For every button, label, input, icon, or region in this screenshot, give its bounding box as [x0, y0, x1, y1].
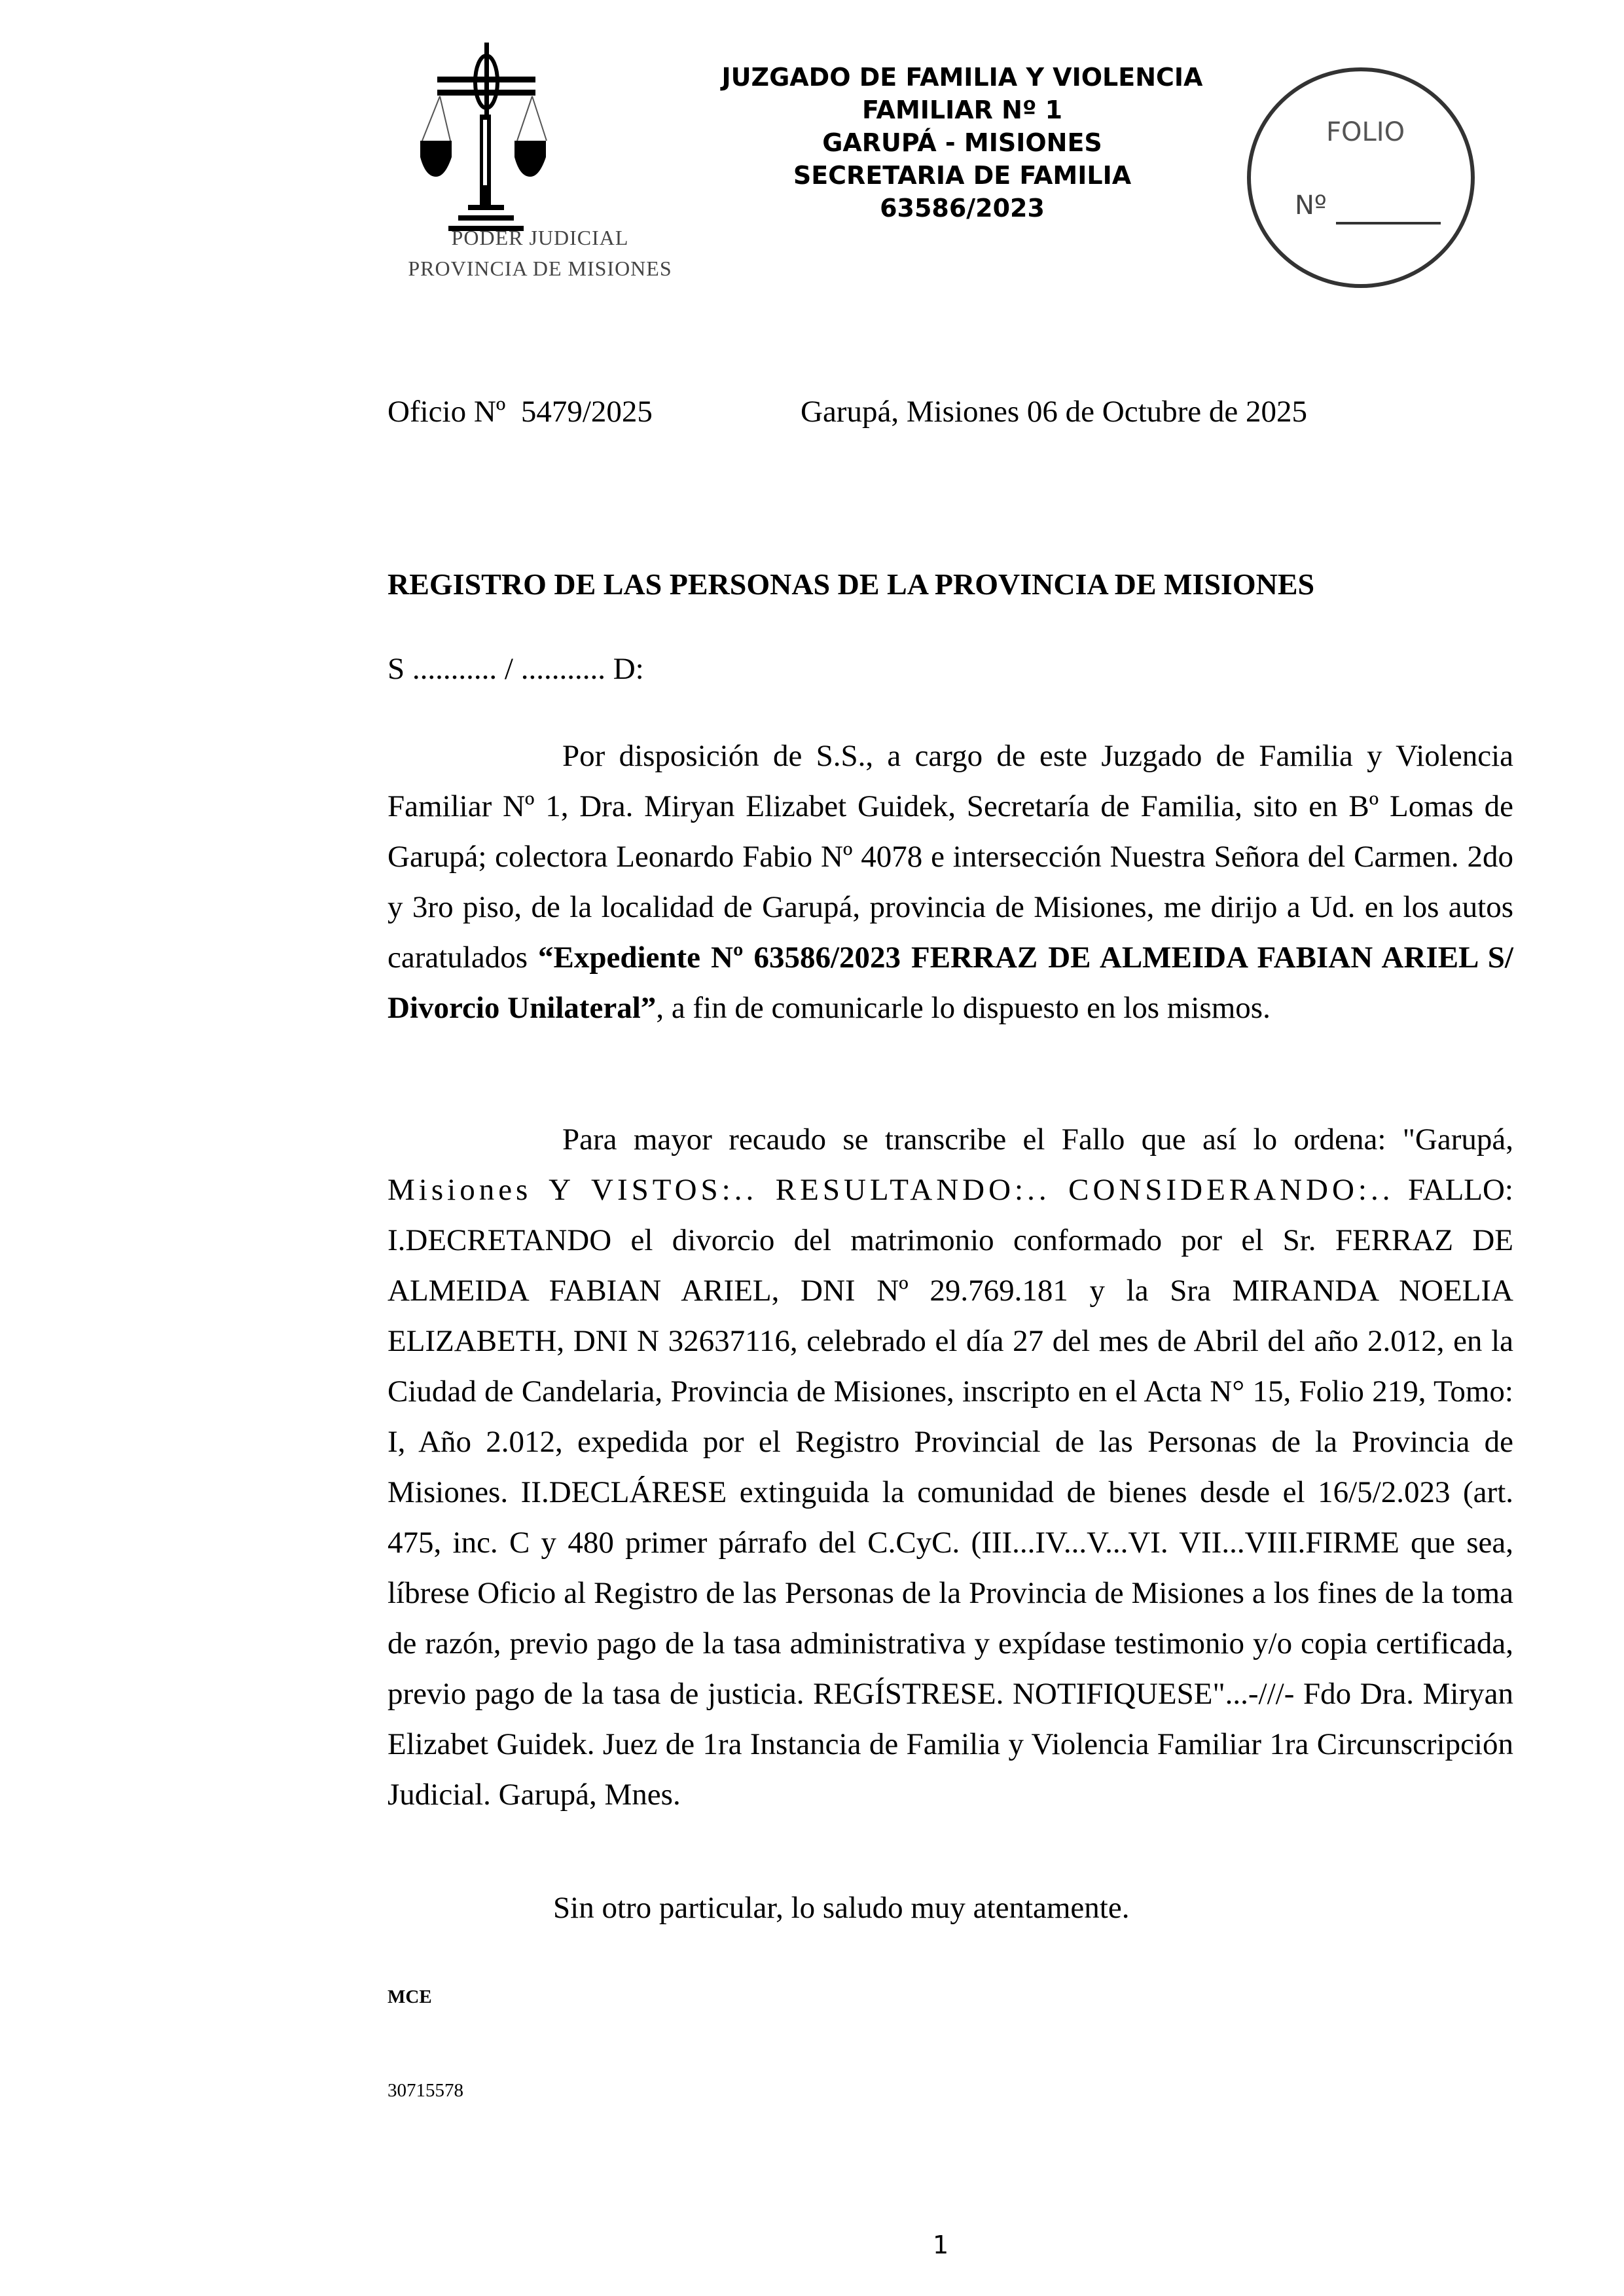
case-title: “Expediente Nº 63586/2023 FERRAZ DE ALMEIDA FABIAN ARIEL S/ Divorcio Unilateral” — [388, 941, 1513, 1025]
folio-stamp — [1247, 67, 1475, 288]
logo-text-provincia: PROVINCIA DE MISIONES — [408, 257, 672, 280]
salutation: S ........... / ........... D: — [388, 652, 644, 686]
court-line: GARUPÁ - MISIONES — [822, 128, 1102, 157]
recipient: REGISTRO DE LAS PERSONAS DE LA PROVINCIA DE MISIONES — [388, 567, 1315, 601]
court-line: JUZGADO DE FAMILIA Y VIOLENCIA — [721, 63, 1203, 92]
court-header — [694, 61, 1231, 224]
folio-label: FOLIO — [1326, 117, 1405, 147]
document-number: 30715578 — [388, 2080, 463, 2101]
paragraph-text: Por disposición de S.S., a cargo de este Juzgado de Familia y Violencia Familiar Nº 1, Dra. Miryan Elizabet Guidek, Secretaría de Familia, sito en Bº Lomas de Garupá; colectora Leonardo Fabio Nº 4078 e intersección Nuestra Señora del Carmen. 2do y 3ro piso, de la localidad de Garupá, provincia de Misiones, me dirijo a Ud. en los autos caratulados — [388, 739, 1513, 975]
folio-number-label: Nº — [1295, 190, 1327, 221]
paragraph-text: , a fin de comunicarle lo dispuesto en los mismos. — [656, 991, 1271, 1025]
closing: Sin otro particular, lo saludo muy atentamente. — [553, 1891, 1130, 1925]
paragraph-text: Para mayor recaudo se transcribe el Fallo que así lo ordena: "Garupá, — [562, 1122, 1513, 1157]
logo-text-poder-judicial: PODER JUDICIAL — [451, 226, 629, 249]
scales-of-justice-icon — [406, 43, 681, 291]
folio-number-blank — [1336, 222, 1441, 224]
paragraph-text: FALLO: I.DECRETANDO el divorcio del matrimonio conformado por el Sr. FERRAZ DE ALMEIDA FABIAN ARIEL, DNI Nº 29.769.181 y la Sra MIRANDA NOELIA ELIZABETH, DNI N 32637116, celebrado el día 27 del mes de Abril del año 2.012, en la Ciudad de Candelaria, Provincia de Misiones, inscripto en el Acta N° 15, Folio 219, Tomo: I, Año 2.012, expedida por el Registro Provincial de las Personas de la Provincia de Misiones. II.DECLÁRESE extinguida la comunidad de bienes desde el 16/5/2.023 (art. 475, inc. C y 480 primer párrafo del C.CyC. (III...IV...V...VI. VII...VIII.FIRME que sea, líbrese Oficio al Registro de las Personas de la Provincia de Misiones a los fines de la toma de razón, previo pago de la tasa administrativa y expídase testimonio y/o copia certificada, previo pago de la tasa de justicia. REGÍSTRESE. NOTIFIQUESE"...-///- Fdo Dra. Miryan Elizabet Guidek. Juez de 1ra Instancia de Familia y Violencia Familiar 1ra Circunscripción Judicial. Garupá, Mnes. — [388, 1173, 1513, 1812]
paragraph-text-spaced: Misiones Y VISTOS:.. RESULTANDO:.. CONSIDERANDO:.. — [388, 1173, 1394, 1207]
paragraph-disposition — [388, 731, 1513, 1033]
case-number: 63586/2023 — [880, 194, 1045, 223]
page-number: 1 — [933, 2231, 949, 2259]
oficio-number: Oficio Nº 5479/2025 — [388, 395, 653, 429]
court-line: FAMILIAR Nº 1 — [861, 96, 1063, 124]
initials: MCE — [388, 1986, 432, 2007]
place-date: Garupá, Misiones 06 de Octubre de 2025 — [801, 395, 1308, 429]
paragraph-fallo — [388, 1115, 1513, 1820]
court-line: SECRETARIA DE FAMILIA — [793, 161, 1132, 190]
